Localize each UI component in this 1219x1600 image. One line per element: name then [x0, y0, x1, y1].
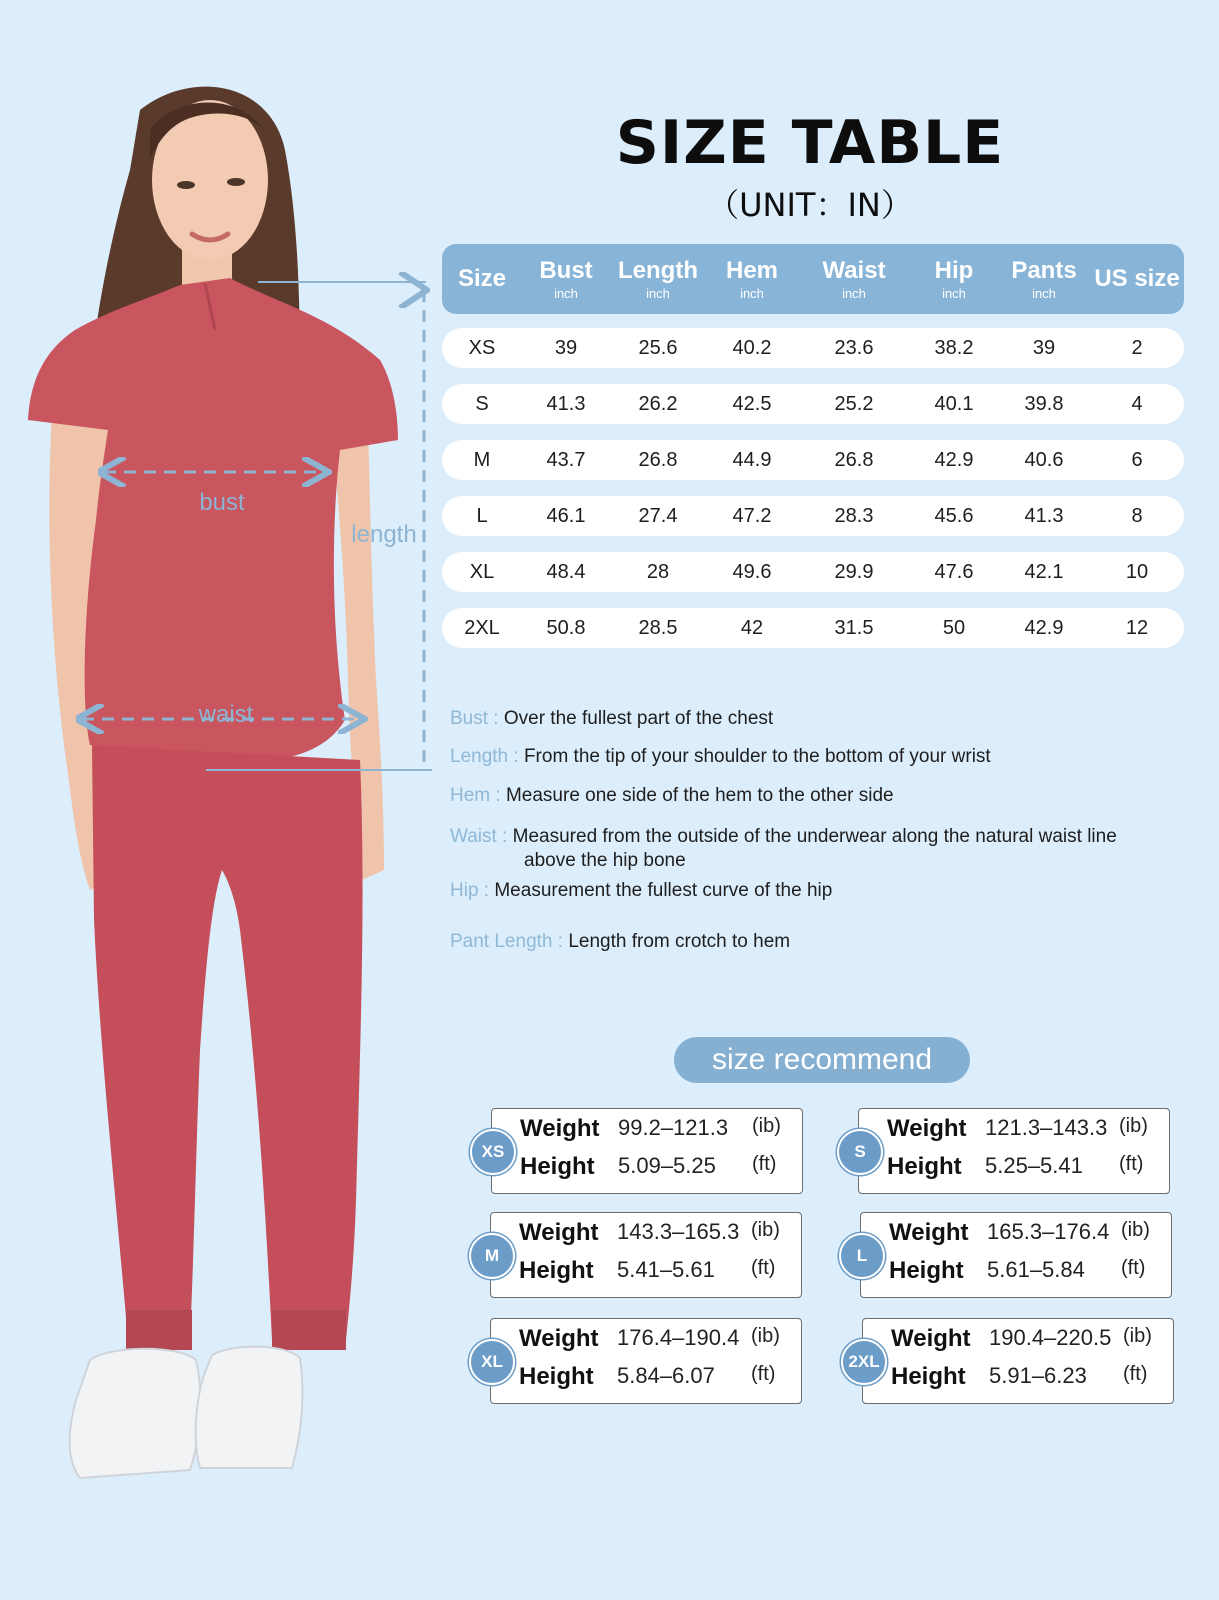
bust-label: bust	[199, 489, 245, 516]
height-row	[889, 1257, 1169, 1293]
definition-item	[450, 826, 1117, 872]
table-cell: 27.4	[638, 504, 678, 527]
table-cell: 25.2	[834, 392, 874, 415]
table-cell: 26.8	[638, 448, 678, 471]
weight-label: Weight	[891, 1325, 971, 1352]
size-recommend-card	[854, 1108, 1170, 1194]
table-cell: 26.2	[638, 392, 678, 415]
table-cell: 45.6	[934, 504, 974, 527]
height-unit: (ft)	[1123, 1363, 1148, 1385]
scrub-pants	[92, 745, 363, 1340]
weight-range: 176.4–190.4	[617, 1325, 740, 1350]
height-unit: (ft)	[751, 1363, 776, 1385]
height-label: Height	[519, 1257, 594, 1284]
right-shoe	[196, 1347, 303, 1468]
definition-term: Bust :	[450, 708, 499, 729]
size-cell: S	[475, 392, 489, 415]
weight-label: Weight	[520, 1115, 600, 1142]
table-cell: 40.1	[934, 392, 974, 415]
size-table-body	[442, 328, 1184, 648]
size-badge: XS	[470, 1129, 516, 1175]
table-cell: 42.9	[934, 448, 974, 471]
table-cell: 40.6	[1024, 448, 1064, 471]
weight-unit: (ib)	[1121, 1219, 1150, 1241]
definition-term: Hip :	[450, 880, 490, 901]
definition-item	[450, 746, 991, 768]
size-badge: S	[837, 1129, 883, 1175]
length-label: length	[351, 521, 417, 548]
table-row	[442, 328, 1184, 368]
weight-unit: (ib)	[751, 1219, 780, 1241]
definition-term: Hem :	[450, 785, 501, 806]
weight-range: 190.4–220.5	[989, 1325, 1112, 1350]
table-cell: 38.2	[934, 336, 974, 359]
table-cell: 8	[1131, 504, 1143, 527]
definition-item	[450, 785, 894, 807]
weight-label: Weight	[519, 1219, 599, 1246]
weight-row	[520, 1115, 800, 1151]
unit-subtitle: （UNIT：IN）	[707, 186, 913, 224]
table-cell: 44.9	[732, 448, 772, 471]
height-label: Height	[889, 1257, 964, 1284]
size-recommend-card	[481, 1318, 802, 1404]
weight-row	[887, 1115, 1167, 1151]
table-cell: 31.5	[834, 616, 874, 639]
table-cell: 40.2	[732, 336, 772, 359]
height-row	[520, 1153, 800, 1189]
table-row	[442, 496, 1184, 536]
table-cell: 4	[1131, 392, 1143, 415]
table-cell: 39	[554, 336, 578, 359]
weight-row	[519, 1219, 799, 1255]
weight-unit: (ib)	[751, 1325, 780, 1347]
column-header: Length inch	[618, 256, 698, 301]
column-header: Hem inch	[725, 256, 779, 301]
weight-label: Weight	[889, 1219, 969, 1246]
definition-term: Waist :	[450, 826, 508, 847]
table-cell: 42	[740, 616, 764, 639]
definition-term: Length :	[450, 746, 519, 767]
column-header: Hip inch	[934, 256, 974, 301]
size-badge: 2XL	[841, 1339, 887, 1385]
table-cell: 10	[1125, 560, 1149, 583]
height-range: 5.25–5.41	[985, 1153, 1083, 1178]
definition-text: Over the fullest part of the chest	[503, 708, 774, 729]
weight-row	[891, 1325, 1171, 1361]
table-cell: 26.8	[834, 448, 874, 471]
size-recommend-title: size recommend	[674, 1037, 970, 1083]
table-row	[442, 384, 1184, 424]
height-unit: (ft)	[1119, 1153, 1144, 1175]
page-title: SIZE TABLE	[615, 108, 1005, 178]
size-recommend-card	[484, 1212, 802, 1298]
column-header: Waist inch	[822, 256, 886, 301]
weight-label: Weight	[519, 1325, 599, 1352]
size-badge: L	[839, 1233, 885, 1279]
left-shoe	[70, 1349, 201, 1478]
definition-text: From the tip of your shoulder to the bottom of your wrist	[523, 746, 991, 767]
weight-row	[519, 1325, 799, 1361]
definition-text-continued: above the hip bone	[524, 850, 686, 871]
weight-unit: (ib)	[1123, 1325, 1152, 1347]
table-cell: 39.8	[1024, 392, 1064, 415]
definition-text: Measured from the outside of the underwear along the natural waist line	[512, 826, 1117, 847]
height-range: 5.84–6.07	[617, 1363, 715, 1388]
weight-row	[889, 1219, 1169, 1255]
height-row	[519, 1363, 799, 1399]
table-cell: 23.6	[834, 336, 874, 359]
table-cell: 42.5	[732, 392, 772, 415]
table-cell: 39	[1032, 336, 1056, 359]
table-cell: 43.7	[546, 448, 586, 471]
height-label: Height	[891, 1363, 966, 1390]
table-cell: 25.6	[638, 336, 678, 359]
table-cell: 42.9	[1024, 616, 1064, 639]
height-range: 5.91–6.23	[989, 1363, 1087, 1388]
weight-label: Weight	[887, 1115, 967, 1142]
weight-unit: (ib)	[1119, 1115, 1148, 1137]
size-table-header	[442, 244, 1184, 314]
column-header: Pants inch	[1011, 256, 1077, 301]
table-cell: 41.3	[546, 392, 586, 415]
size-recommend-card	[481, 1108, 803, 1194]
size-badge: M	[469, 1233, 515, 1279]
size-cell: 2XL	[464, 616, 500, 639]
table-cell: 47.2	[732, 504, 772, 527]
size-cell: M	[473, 448, 491, 471]
definition-item	[450, 931, 790, 953]
table-cell: 28	[646, 560, 670, 583]
height-unit: (ft)	[751, 1257, 776, 1279]
table-cell: 28.5	[638, 616, 678, 639]
size-cell: L	[476, 504, 488, 527]
height-label: Height	[520, 1153, 595, 1180]
table-cell: 42.1	[1024, 560, 1064, 583]
table-cell: 49.6	[732, 560, 772, 583]
table-row	[442, 552, 1184, 592]
table-cell: 41.3	[1024, 504, 1064, 527]
size-table	[442, 244, 1184, 648]
height-row	[891, 1363, 1171, 1399]
size-recommend-card	[856, 1212, 1172, 1298]
weight-range: 165.3–176.4	[987, 1219, 1110, 1244]
definition-item	[450, 880, 832, 902]
table-cell: 50	[942, 616, 966, 639]
weight-unit: (ib)	[752, 1115, 781, 1137]
table-cell: 46.1	[546, 504, 586, 527]
height-label: Height	[519, 1363, 594, 1390]
height-unit: (ft)	[752, 1153, 777, 1175]
column-header: Bust inch	[539, 256, 593, 301]
table-cell: 29.9	[834, 560, 874, 583]
table-row	[442, 608, 1184, 648]
height-range: 5.09–5.25	[618, 1153, 716, 1178]
column-header: Size	[457, 265, 507, 293]
height-row	[887, 1153, 1167, 1189]
table-cell: 6	[1131, 448, 1143, 471]
size-cell: XL	[469, 560, 495, 583]
height-range: 5.41–5.61	[617, 1257, 715, 1282]
height-row	[519, 1257, 799, 1293]
table-row	[442, 440, 1184, 480]
definition-text: Measure one side of the hem to the other side	[505, 785, 894, 806]
table-cell: 12	[1125, 616, 1149, 639]
waist-label: waist	[198, 701, 254, 728]
definition-text: Length from crotch to hem	[568, 931, 791, 952]
definition-term: Pant Length :	[450, 931, 564, 952]
size-cell: XS	[468, 336, 496, 359]
weight-range: 143.3–165.3	[617, 1219, 740, 1244]
weight-range: 99.2–121.3	[618, 1115, 729, 1140]
table-cell: 28.3	[834, 504, 874, 527]
table-cell: 2	[1131, 336, 1143, 359]
table-cell: 48.4	[546, 560, 586, 583]
definition-text: Measurement the fullest curve of the hip	[494, 880, 833, 901]
height-range: 5.61–5.84	[987, 1257, 1085, 1282]
table-cell: 47.6	[934, 560, 974, 583]
size-recommend-card	[848, 1318, 1174, 1404]
definition-item	[450, 708, 773, 730]
height-unit: (ft)	[1121, 1257, 1146, 1279]
column-header: US size	[1094, 265, 1180, 293]
height-label: Height	[887, 1153, 962, 1180]
weight-range: 121.3–143.3	[985, 1115, 1108, 1140]
size-badge: XL	[469, 1339, 515, 1385]
model-figure	[0, 0, 440, 1600]
table-cell: 50.8	[546, 616, 586, 639]
